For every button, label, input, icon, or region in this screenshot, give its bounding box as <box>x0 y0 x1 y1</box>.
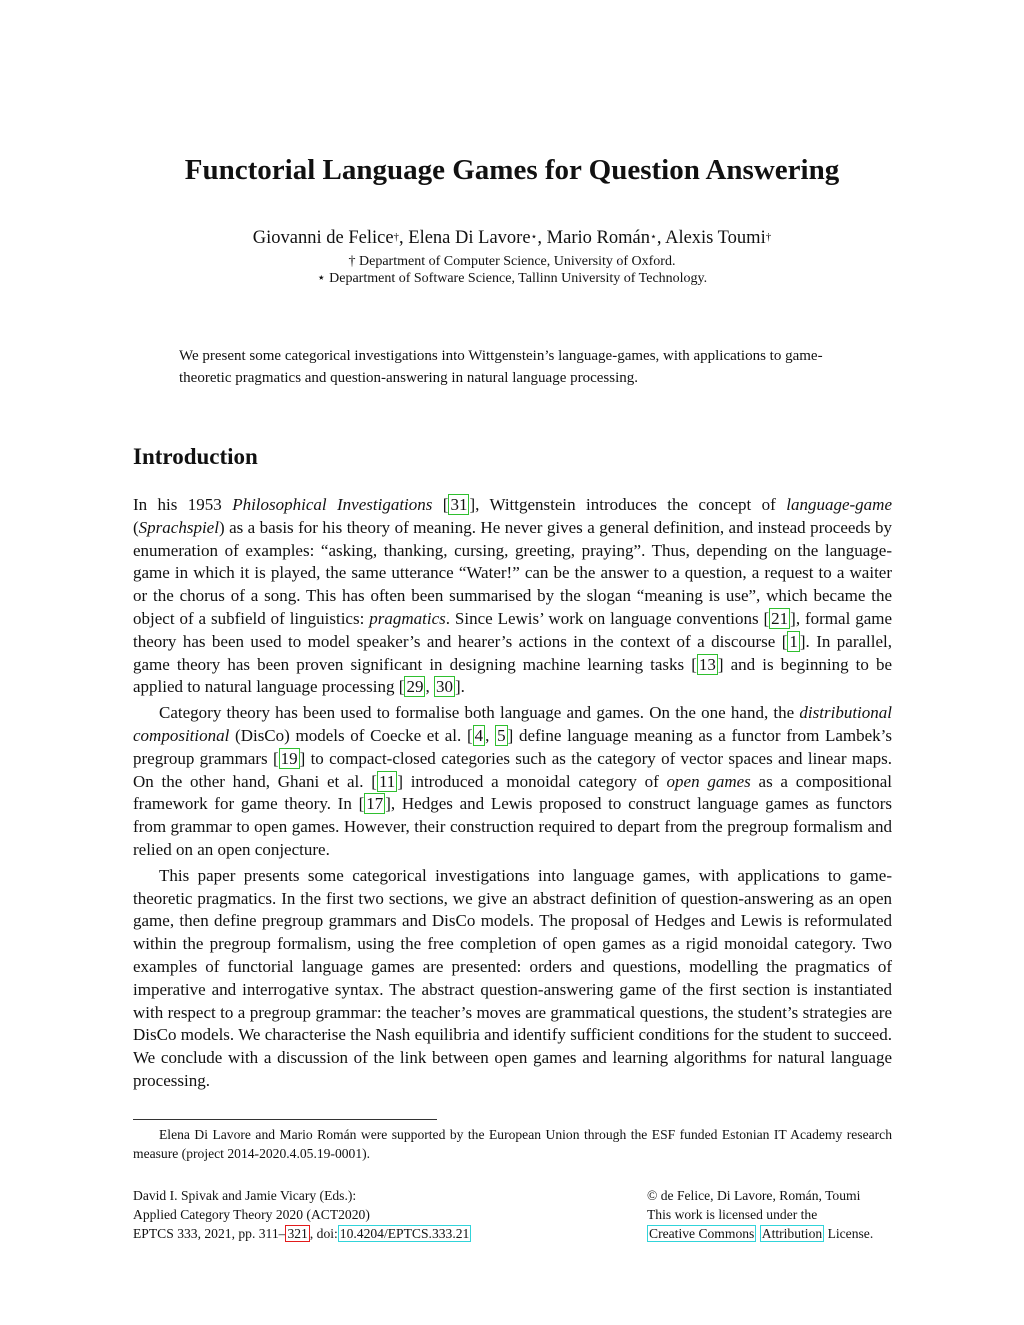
citation-link[interactable]: 31 <box>450 495 468 514</box>
affiliation-mark: † <box>393 231 400 243</box>
affiliation-mark: ⋆ <box>530 231 538 243</box>
affiliation-oxford: † Department of Computer Science, University of Oxford. <box>348 254 676 269</box>
author-name: Elena Di Lavore <box>408 228 531 248</box>
creative-commons-link[interactable]: Creative Commons <box>649 1226 755 1241</box>
abstract: We present some categorical investigations into Wittgenstein’s language-games, with applications to game-theoretic pragmatics and question-answering in natural language processing. <box>179 348 823 386</box>
paragraph-3: This paper presents some categorical investigations into language games, with applications to game-theoretic pragmatics. In the first two sections, we give an abstract definition of question-answering as an open game, then define pregroup grammars and DisCo models. The proposal of Hedges and Lewis is reformulated within the pregroup formalism, using the free completion of open games as a rigid monoidal category. Two examples of functorial language games are presented: orders and questions, modelling the pragmatics of imperative and interrogative syntax. The abstract question-answering game of the first section is instantiated with respect to a pregroup grammar: the teacher’s moves are grammatical questions, the student’s strategies are DisCo models. We characterise the Nash equilibria and identify sufficient conditions for the student to succeed. We conclude with a discussion of the link between open games and learning algorithms for natural language processing. <box>133 865 892 1090</box>
license-links: Creative Commons Attribution License. <box>649 1226 874 1241</box>
author-name: Giovanni de Felice <box>252 228 394 248</box>
doi-link[interactable]: 10.4204/EPTCS.333.21 <box>339 1226 470 1241</box>
license-info <box>647 1186 873 1243</box>
citation-link[interactable]: 21 <box>771 608 789 628</box>
citation-link[interactable]: 5 <box>497 725 506 745</box>
affiliation-mark: ⋆ <box>649 231 657 243</box>
citation-link[interactable]: 11 <box>378 771 396 791</box>
editors: David I. Spivak and Jamie Vicary (Eds.): <box>133 1188 357 1203</box>
citation-link[interactable]: 4 <box>474 725 484 745</box>
paragraph-1: In his 1953 Philosophical Investigations [ 31 ], Wittgenstein introduces the concept of language-game (Sprachspiel) as a basis for his theory of meaning. He never gives a general definition, and instead proceeds by enumeration of examples: “asking, thanking, cursing, greeting, praying”. Thus, depending on the language-game in which it is played, the same utterance “Water!” can be the answer to a question, a request to a waiter or the chorus of a song. This has often been summarised by the slogan “meaning is use”, which became the object of a subfield of linguistics: pragmatics. Since Lewis’ work on language conventions [ 21 ], formal game theory has been used to model speaker’s and hearer’s actions in the context of a discourse [ 1 ]. In parallel, game theory has been proven significant in designing machine learning tasks [ 13 ] and is beginning to be applied to natural language processing [ 29 , 30 ]. <box>133 495 893 697</box>
introduction-body <box>133 494 892 1096</box>
license-line: This work is licensed under the <box>647 1207 818 1222</box>
citation-link[interactable]: 30 <box>435 677 453 697</box>
section-heading: Introduction <box>133 444 258 469</box>
author-list: Giovanni de Felice†, Elena Di Lavore⋆, Mario Román⋆, Alexis Toumi† <box>252 228 772 248</box>
series-line: EPTCS 333, 2021, pp. 311– 321 , doi: 10.4204/EPTCS.333.21 <box>133 1226 470 1241</box>
citation-link[interactable]: 13 <box>698 654 716 674</box>
venue: Applied Category Theory 2020 (ACT2020) <box>133 1207 370 1222</box>
paper-title: Functorial Language Games for Question Answering <box>184 154 840 186</box>
author-name: Mario Román <box>546 228 650 248</box>
attribution-link[interactable]: Attribution <box>761 1226 823 1241</box>
publication-info <box>133 1186 471 1243</box>
citation-link[interactable]: 19 <box>280 748 298 768</box>
citation-link[interactable]: 17 <box>366 794 384 814</box>
last-page-link[interactable]: 321 <box>287 1226 308 1241</box>
copyright: © de Felice, Di Lavore, Román, Toumi <box>647 1188 861 1203</box>
footnote-funding: Elena Di Lavore and Mario Román were supported by the European Union through the ESF funded Estonian IT Academy research measure (project 2014-2020.4.05.19-0001). <box>133 1127 892 1161</box>
citation-link[interactable]: 1 <box>789 631 798 651</box>
paragraph-2: Category theory has been used to formalise both language and games. On the one hand, the distributional compositional (DisCo) models of Coecke et al. [ 4 , 5 ] define language meaning as a functor from Lambek’s pregroup grammars [ 19 ] to compact-closed categories such as the category of vector spaces and linear maps. On the other hand, Ghani et al. [ 11 ] introduced a monoidal category of open games as a compositional framework for game theory. In [ 17 ], Hedges and Lewis proposed to construct language games as functors from grammar to open games. However, their construction required to depart from the pregroup formalism and relied on an open conjecture. <box>133 703 893 859</box>
footnote-rule <box>133 1119 437 1120</box>
citation-link[interactable]: 29 <box>406 677 424 697</box>
affiliation-mark: † <box>765 231 772 243</box>
author-name: Alexis Toumi <box>665 228 766 248</box>
affiliation-tallinn: ⋆ Department of Software Science, Tallinn University of Technology. <box>316 271 708 286</box>
